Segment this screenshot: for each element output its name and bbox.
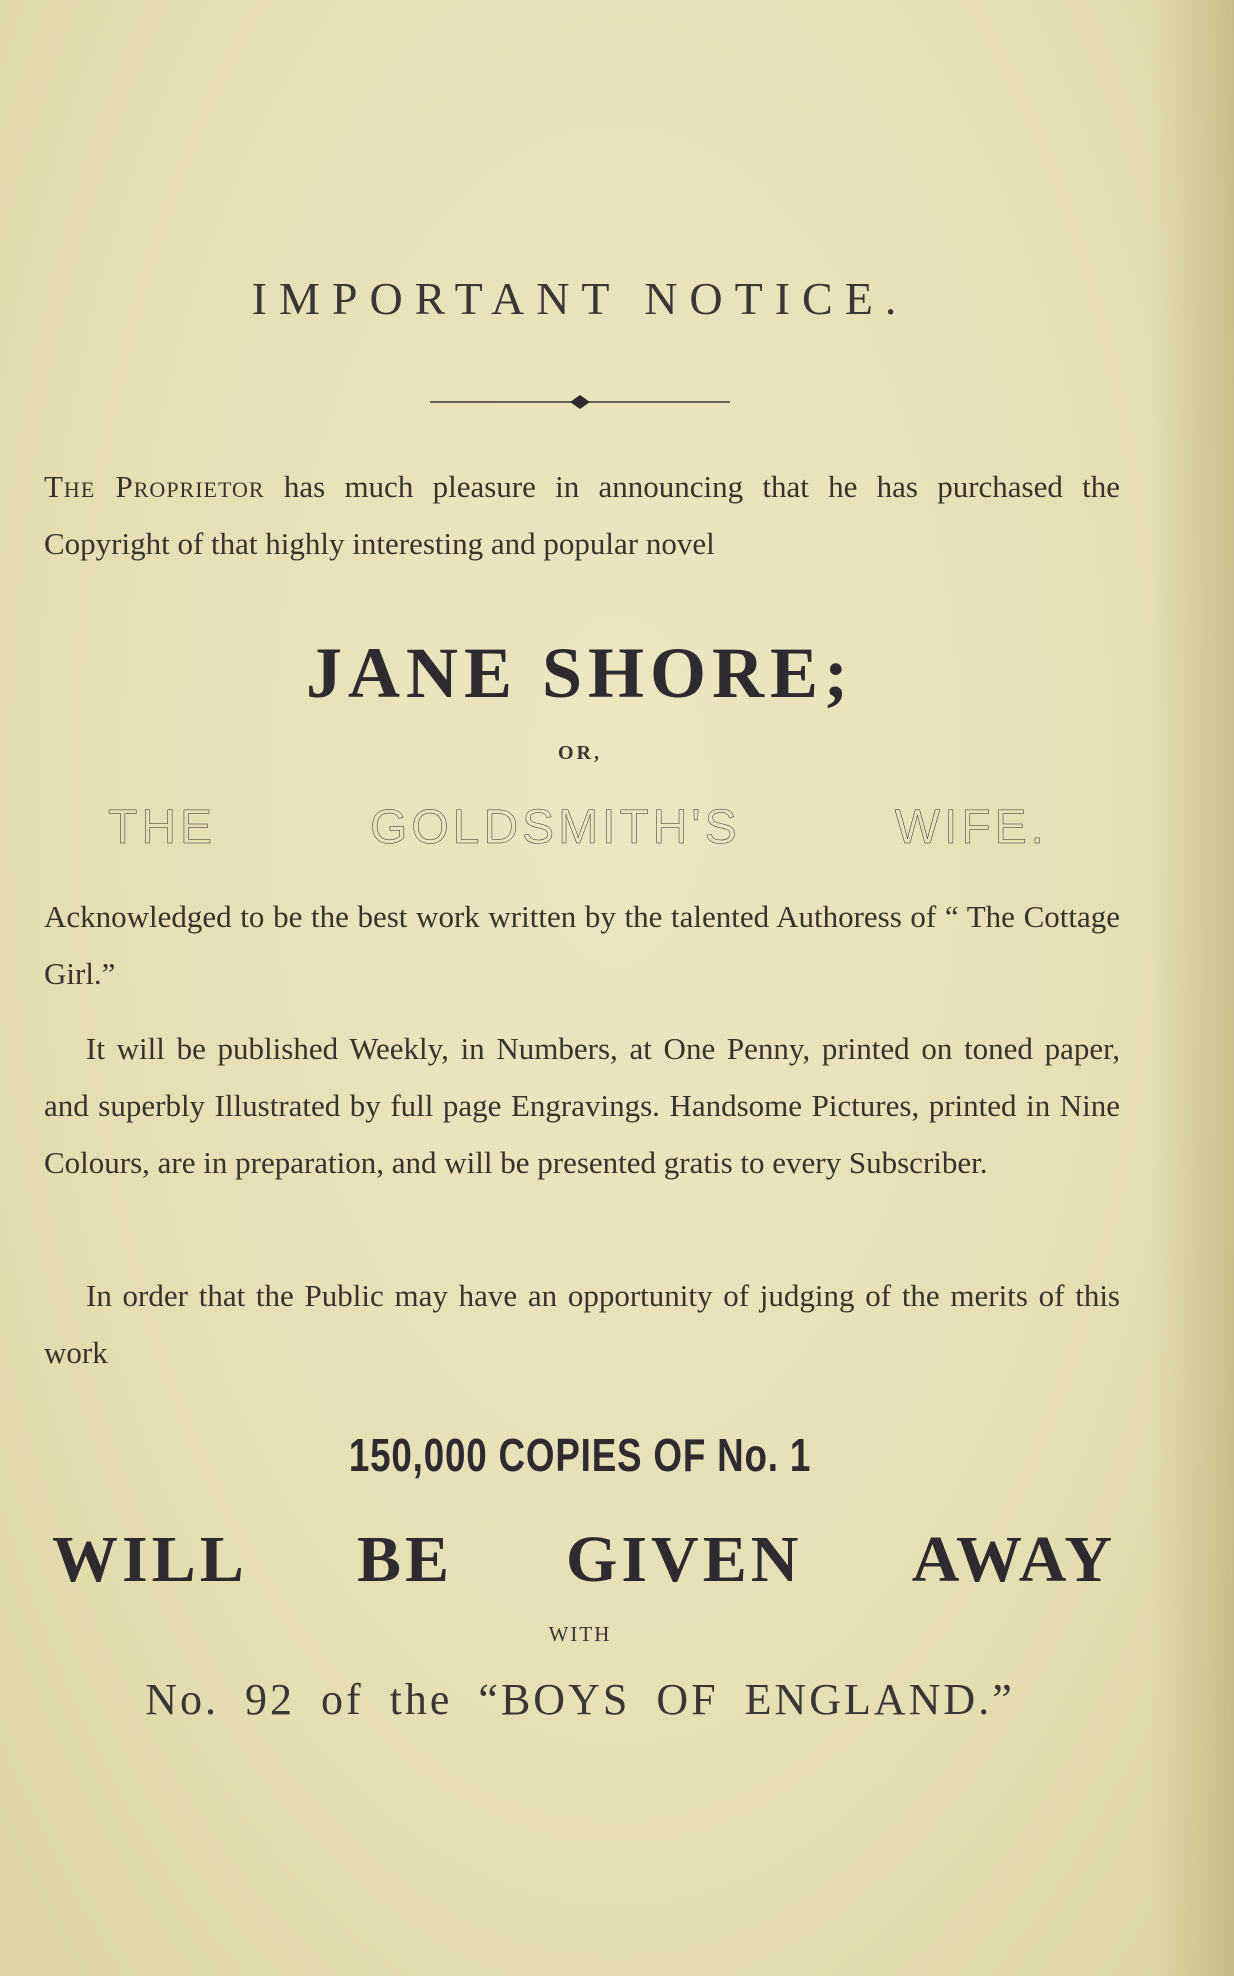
intro-paragraph	[44, 458, 1120, 572]
intro-text: has much pleasure in announcing that he has purchased the Copyright of that highly interesting and popular novel	[44, 469, 1121, 561]
boys-of-england-line: No. 92 of the “BOYS OF ENGLAND.”	[145, 1675, 1015, 1724]
order-paragraph: In order that the Public may have an opportunity of judging of the merits of this work	[44, 1278, 1120, 1370]
novel-title: JANE SHORE;	[305, 633, 855, 713]
notice-heading: IMPORTANT NOTICE.	[251, 273, 909, 324]
acknowledged-paragraph: Acknowledged to be the best work written by the talented Authoress of “ The Cottage Girl.”	[44, 899, 1120, 991]
published-paragraph: It will be published Weekly, in Numbers, at One Penny, printed on toned paper, and superbly Illustrated by full page Engravings. Handsome Pictures, printed in Nine Colours, are in preparation, and will be presented gratis to every Subscriber.	[44, 1031, 1120, 1180]
giveaway-line: WILL BE GIVEN AWAY	[52, 1523, 1116, 1596]
novel-subtitle: THE GOLDSMITH'S WIFE.	[108, 801, 1048, 854]
divider-ornament	[430, 392, 730, 412]
copies-line: 150,000 COPIES OF No. 1	[348, 1429, 812, 1481]
with-line: WITH	[548, 1622, 612, 1646]
novel-or: OR,	[558, 742, 602, 764]
proprietor-smallcaps: The Proprietor	[44, 469, 265, 504]
